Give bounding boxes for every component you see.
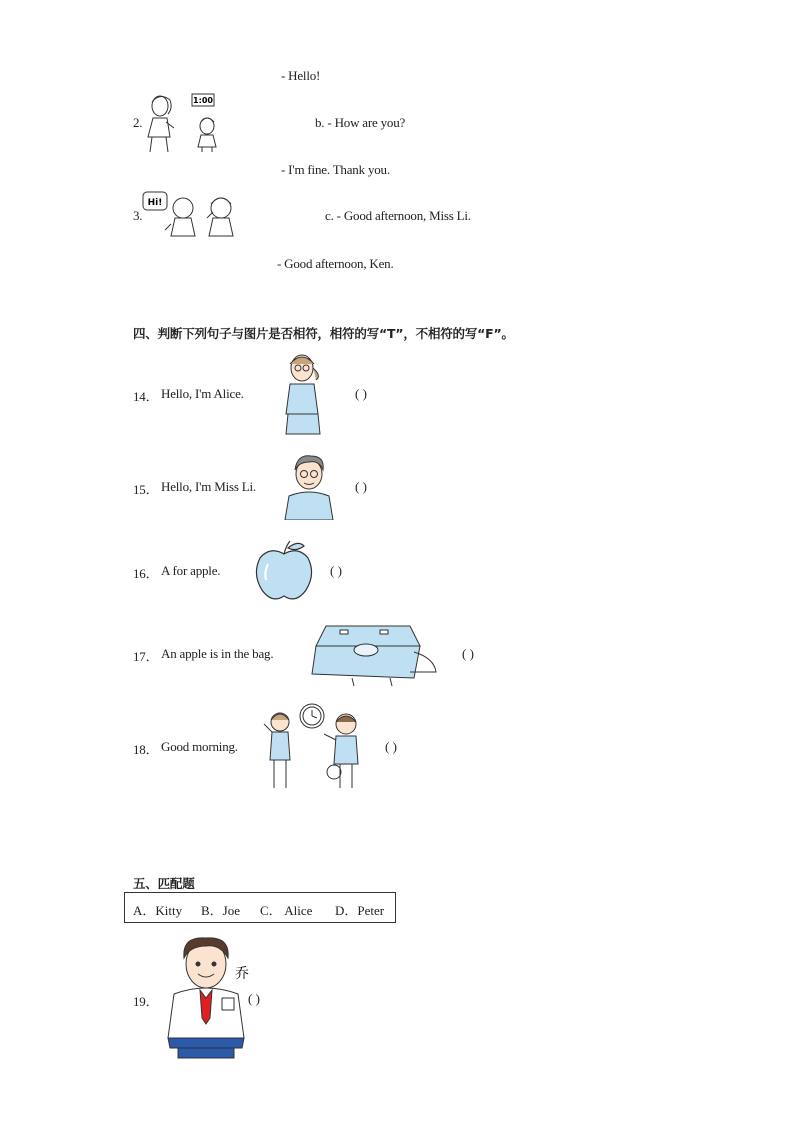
q18-answer[interactable]: ( ): [385, 739, 397, 754]
svg-text:Hi!: Hi!: [147, 198, 163, 208]
q14-number: 14．: [133, 389, 159, 404]
section4-title: 四、判断下列句子与图片是否相符，相符的写“T”，不相符的写“F”。: [133, 326, 514, 341]
q17-number: 17．: [133, 649, 159, 664]
item2-reply: - I'm fine. Thank you.: [281, 162, 390, 177]
item3-number: 3.: [133, 208, 143, 223]
man-picture: [281, 452, 337, 520]
section5-title: 五、匹配题: [133, 876, 195, 891]
q17-answer[interactable]: ( ): [462, 646, 474, 661]
clock-label: 1:00: [193, 96, 213, 105]
greeting-picture-3: [141, 190, 246, 242]
bag-picture: [310, 622, 438, 688]
apple-picture: [252, 538, 316, 604]
name-label: 乔: [235, 966, 249, 982]
option-a: A．Kitty: [133, 903, 183, 918]
morning-greeting-picture: [262, 702, 366, 792]
options-box: [124, 892, 396, 923]
q18-number: 18．: [133, 742, 159, 757]
q17-text: An apple is in the bag.: [161, 646, 274, 661]
q16-number: 16．: [133, 566, 159, 581]
q15-number: 15．: [133, 482, 159, 497]
q16-answer[interactable]: ( ): [330, 563, 342, 578]
item3-reply: - Good afternoon, Ken.: [277, 256, 394, 271]
q16-text: A for apple.: [161, 563, 221, 578]
q15-text: Hello, I'm Miss Li.: [161, 479, 256, 494]
boy-joe-picture: [160, 934, 252, 1060]
girl-alice-picture: [280, 350, 328, 436]
option-d: D．Peter: [335, 903, 385, 918]
q19-number: 19．: [133, 994, 159, 1009]
item2-number: 2.: [133, 115, 143, 130]
q14-answer[interactable]: ( ): [355, 386, 367, 401]
q19-answer[interactable]: ( ): [248, 991, 260, 1006]
greeting-picture-2: [140, 92, 225, 154]
item1-reply: - Hello!: [281, 68, 321, 83]
item3-option: c. - Good afternoon, Miss Li.: [325, 208, 471, 223]
option-c: C． Alice: [260, 903, 313, 918]
item2-option: b. - How are you?: [315, 115, 406, 130]
q14-text: Hello, I'm Alice.: [161, 386, 244, 401]
q18-text: Good morning.: [161, 739, 238, 754]
option-b: B．Joe: [201, 903, 241, 918]
q15-answer[interactable]: ( ): [355, 479, 367, 494]
